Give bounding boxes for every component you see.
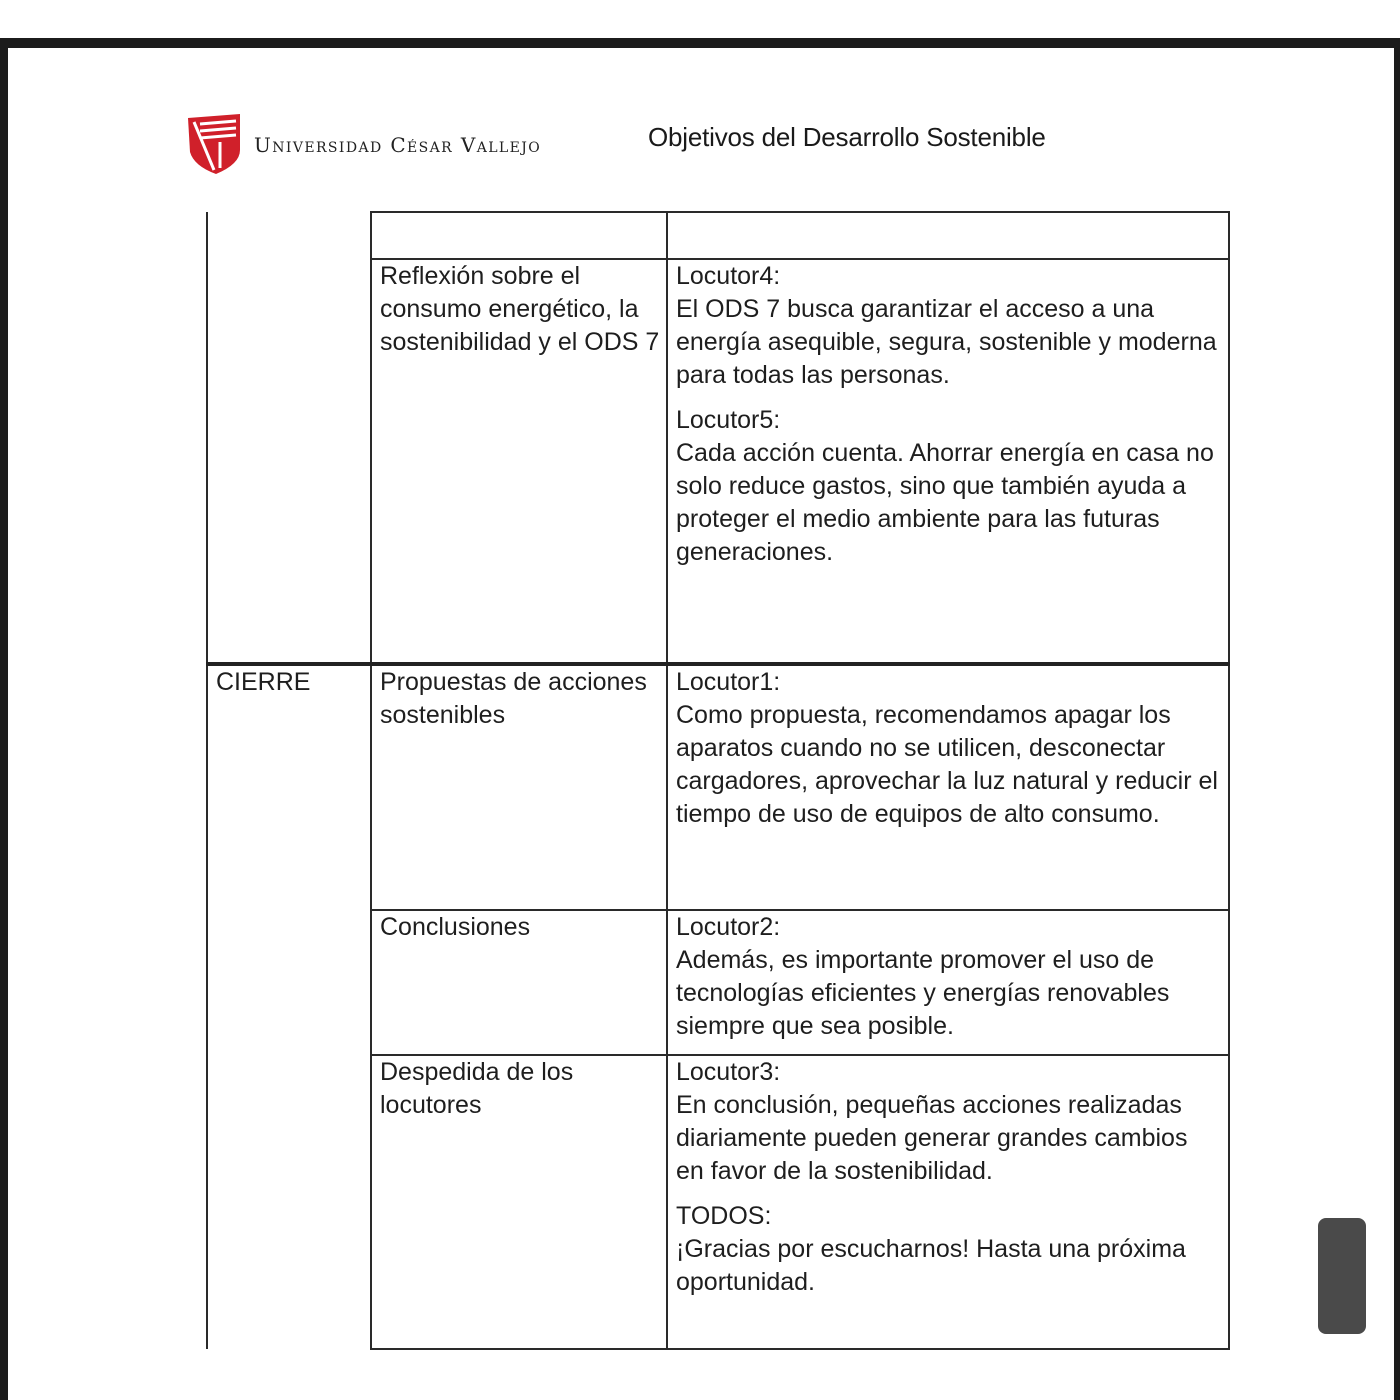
university-name: Universidad César Vallejo — [254, 133, 542, 157]
dialogue-cell — [667, 664, 1229, 910]
speaker-label: Locutor2: — [676, 913, 781, 941]
speaker-label: TODOS: — [676, 1202, 772, 1230]
speaker-label: Locutor1: — [676, 668, 781, 696]
dialogue-block — [676, 1200, 1222, 1299]
table-row — [207, 664, 1229, 910]
dialogue-text: Cada acción cuenta. Ahorrar energía en casa no solo reduce gastos, sino que también ayuda a proteger el medio ambiente para las futuras generaciones. — [676, 439, 1214, 566]
dialogue-cell — [667, 212, 1229, 259]
dialogue-block — [676, 1056, 1222, 1188]
dialogue-block — [676, 911, 1222, 1043]
university-logo-icon — [186, 112, 242, 176]
document-title: Objetivos del Desarrollo Sostenible — [648, 122, 1046, 152]
activity-cell: Propuestas de acciones sostenibles — [371, 664, 667, 910]
speaker-label: Locutor4: — [676, 262, 781, 290]
dialogue-text: Además, es importante promover el uso de tecnologías eficientes y energías renovables siempre que sea posible. — [676, 946, 1170, 1040]
scrollbar-thumb[interactable] — [1318, 1218, 1366, 1334]
activity-cell — [371, 212, 667, 259]
table-row — [207, 212, 1229, 259]
activity-cell: Reflexión sobre el consumo energético, la sostenibilidad y el ODS 7 — [371, 259, 667, 664]
phase-cell — [207, 910, 371, 1055]
activity-cell: Conclusiones — [371, 910, 667, 1055]
script-table — [206, 211, 1230, 1350]
table-row — [207, 259, 1229, 664]
phase-cell — [207, 259, 371, 664]
viewer-right-frame — [1394, 38, 1400, 1400]
dialogue-cell — [667, 1055, 1229, 1349]
dialogue-text: El ODS 7 busca garantizar el acceso a una energía asequible, segura, sostenible y moderna para todas las personas. — [676, 295, 1217, 389]
speaker-label: Locutor3: — [676, 1058, 781, 1086]
phase-cell — [207, 212, 371, 259]
table-row — [207, 910, 1229, 1055]
dialogue-text: En conclusión, pequeñas acciones realizadas diariamente pueden generar grandes cambios en favor de la sostenibilidad. — [676, 1091, 1188, 1185]
dialogue-cell — [667, 259, 1229, 664]
speaker-label: Locutor5: — [676, 406, 781, 434]
dialogue-block — [676, 260, 1222, 392]
table-row — [207, 1055, 1229, 1349]
viewer-left-frame — [0, 38, 8, 1400]
dialogue-text: Como propuesta, recomendamos apagar los aparatos cuando no se utilicen, desconectar cargadores, aprovechar la luz natural y reducir el tiempo de uso de equipos de alto consumo. — [676, 701, 1218, 828]
dialogue-cell — [667, 910, 1229, 1055]
phase-cell — [207, 1055, 371, 1349]
dialogue-block — [676, 666, 1222, 831]
phase-cell: CIERRE — [207, 664, 371, 910]
dialogue-block — [676, 404, 1222, 569]
viewer-top-frame — [0, 38, 1400, 48]
activity-cell: Despedida de los locutores — [371, 1055, 667, 1349]
dialogue-text: ¡Gracias por escucharnos! Hasta una próxima oportunidad. — [676, 1235, 1186, 1296]
